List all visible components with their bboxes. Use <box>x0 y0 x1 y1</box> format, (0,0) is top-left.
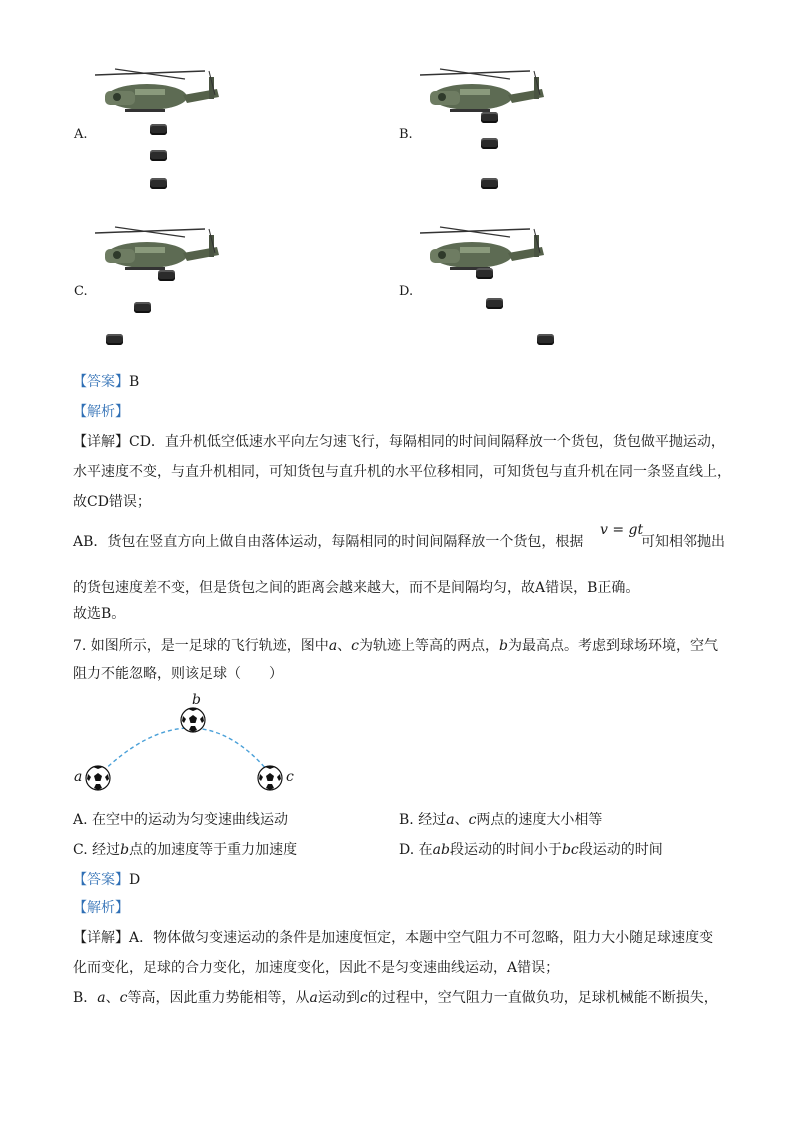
cargo-box <box>158 270 175 281</box>
cargo-box <box>134 302 151 313</box>
analysis-tag: 【解析】 <box>73 404 129 420</box>
ball-b <box>181 708 205 732</box>
cargo-box <box>150 124 167 135</box>
formula: v = gt <box>600 522 644 538</box>
answer-tag: 【答案】 <box>73 374 129 390</box>
answer-value: B <box>129 374 140 390</box>
label-b: b <box>192 692 201 708</box>
cargo-box <box>537 334 554 345</box>
ball-c <box>258 766 282 790</box>
answer-line: 【答案】D <box>73 872 141 888</box>
option-b: B. 经过a、c两点的速度大小相等 <box>399 812 603 828</box>
cargo-box <box>476 268 493 279</box>
detail-line: 故CD错误； <box>73 494 151 510</box>
cargo-box <box>481 112 498 123</box>
option-d: D. 在ab段运动的时间小于bc段运动的时间 <box>399 842 663 858</box>
detail-line: AB．货包在竖直方向上做自由落体运动，每隔相同的时间间隔释放一个货包，根据 <box>73 534 584 550</box>
option-c-label: C. <box>74 284 88 299</box>
helicopter-image-a <box>95 62 225 122</box>
cargo-box <box>486 298 503 309</box>
trajectory-curve <box>98 728 272 776</box>
question-stem: 阻力不能忽略，则该足球（ ） <box>73 666 283 682</box>
cargo-box <box>150 150 167 161</box>
detail-line: B．a、c等高，因此重力势能相等，从a运动到c的过程中，空气阻力一直做负功，足球机械能不断损失， <box>73 990 718 1006</box>
option-a-label: A. <box>74 127 88 142</box>
detail-line: 化而变化，足球的合力变化，加速度变化，因此不是匀变速曲线运动，A错误； <box>73 960 560 976</box>
detail-line: 【详解】A．物体做匀变速运动的条件是加速度恒定，本题中空气阻力不可忽略，阻力大小随足球速度变 <box>73 930 714 946</box>
detail-line: 水平速度不变，与直升机相同，可知货包与直升机的水平位移相同，可知货包与直升机在同一条竖直线上， <box>73 464 731 480</box>
option-d-label: D. <box>399 284 414 299</box>
ball-a <box>86 766 110 790</box>
cargo-box <box>150 178 167 189</box>
analysis-tag: 【解析】 <box>73 900 129 916</box>
option-b-label: B. <box>399 127 413 142</box>
detail-line: 的货包速度差不变，但是货包之间的距离会越来越大，而不是间隔均匀，故A错误，B正确。 <box>73 580 640 596</box>
cargo-box <box>481 138 498 149</box>
cargo-box <box>106 334 123 345</box>
detail-line: 可知相邻抛出 <box>641 534 725 550</box>
label-c: c <box>286 769 294 785</box>
detail-line: 故选B。 <box>73 606 126 622</box>
cargo-box <box>481 178 498 189</box>
answer-line <box>73 372 139 392</box>
option-c: C. 经过b点的加速度等于重力加速度 <box>73 842 298 858</box>
question-stem: 7. 如图所示，是一足球的飞行轨迹，图中a、c为轨迹上等高的两点，b为最高点。考虑到球场环境，空气 <box>73 638 718 654</box>
option-a: A. 在空中的运动为匀变速曲线运动 <box>73 812 289 828</box>
detail-line: 【详解】CD．直升机低空低速水平向左匀速飞行，每隔相同的时间间隔释放一个货包，货包做平抛运动， <box>73 434 725 450</box>
label-a: a <box>74 769 83 785</box>
